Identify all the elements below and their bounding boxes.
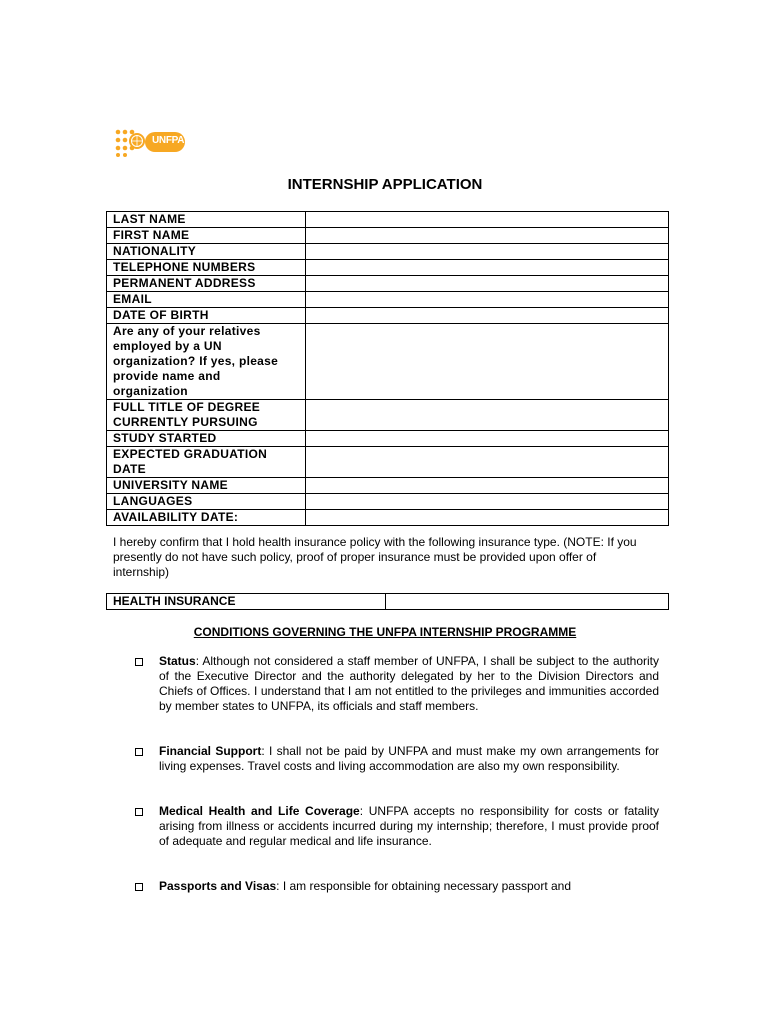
- form-row: [107, 478, 669, 494]
- form-field-value[interactable]: [306, 292, 669, 308]
- health-insurance-table: [106, 593, 669, 610]
- form-field-value[interactable]: [306, 324, 669, 400]
- form-row: [107, 276, 669, 292]
- form-field-value[interactable]: [306, 494, 669, 510]
- form-field-value[interactable]: [306, 276, 669, 292]
- condition-item: [135, 744, 660, 774]
- form-field-value[interactable]: [306, 447, 669, 478]
- conditions-title: CONDITIONS GOVERNING THE UNFPA INTERNSHIP PROGRAMME: [193, 625, 577, 639]
- application-form-table: [106, 211, 669, 526]
- condition-heading: Financial Support: [159, 744, 262, 758]
- form-row: [107, 400, 669, 431]
- form-row: [107, 494, 669, 510]
- checkbox-bullet-icon: [135, 658, 143, 666]
- page-title: INTERNSHIP APPLICATION: [287, 176, 483, 193]
- form-row: [107, 324, 669, 400]
- condition-item: [135, 804, 660, 849]
- form-field-label: LAST NAME: [107, 212, 306, 228]
- form-field-label: NATIONALITY: [107, 244, 306, 260]
- form-row: [107, 212, 669, 228]
- condition-body: : I am responsible for obtaining necessary passport and: [276, 879, 572, 893]
- form-field-label: Are any of your relatives employed by a UN organization? If yes, please provide name and organization: [107, 324, 306, 400]
- form-field-value[interactable]: [306, 510, 669, 526]
- form-field-label: FULL TITLE OF DEGREE CURRENTLY PURSUING: [107, 400, 306, 431]
- condition-heading: Medical Health and Life Coverage: [159, 804, 360, 818]
- form-field-label: UNIVERSITY NAME: [107, 478, 306, 494]
- form-row: [107, 510, 669, 526]
- form-field-value[interactable]: [306, 212, 669, 228]
- form-field-label: AVAILABILITY DATE:: [107, 510, 306, 526]
- form-field-value[interactable]: [306, 244, 669, 260]
- condition-heading: Passports and Visas: [159, 879, 277, 893]
- form-field-label: EXPECTED GRADUATION DATE: [107, 447, 306, 478]
- condition-body: : I shall not be paid by UNFPA and must make my own arrangements for living expenses. Travel costs and living accommodation are also my own responsibility.: [159, 744, 660, 773]
- form-field-label: PERMANENT ADDRESS: [107, 276, 306, 292]
- form-row: [107, 308, 669, 324]
- form-row: [107, 447, 669, 478]
- health-insurance-label: HEALTH INSURANCE: [107, 594, 386, 610]
- form-field-value[interactable]: [306, 260, 669, 276]
- form-field-label: LANGUAGES: [107, 494, 306, 510]
- condition-item: [135, 654, 660, 714]
- form-field-value[interactable]: [306, 478, 669, 494]
- form-field-label: FIRST NAME: [107, 228, 306, 244]
- form-field-value[interactable]: [306, 400, 669, 431]
- form-row: [107, 260, 669, 276]
- form-row: [107, 292, 669, 308]
- form-row: [107, 244, 669, 260]
- form-row: [107, 228, 669, 244]
- form-row: [107, 431, 669, 447]
- form-field-label: DATE OF BIRTH: [107, 308, 306, 324]
- condition-body: : UNFPA accepts no responsibility for costs or fatality arising from illness or accidents incurred during my internship; therefore, I must provide proof of adequate and regular medical and life insurance.: [159, 804, 659, 848]
- form-field-label: EMAIL: [107, 292, 306, 308]
- form-field-value[interactable]: [306, 431, 669, 447]
- condition-item: [135, 879, 660, 894]
- form-field-value[interactable]: [306, 228, 669, 244]
- insurance-confirmation-text: I hereby confirm that I hold health insurance policy with the following insurance type. (NOTE: If you presently do not have such policy, proof of proper insurance must be provided upon offer of internship): [113, 535, 637, 579]
- condition-heading: Status: [159, 654, 196, 668]
- checkbox-bullet-icon: [135, 808, 143, 816]
- checkbox-bullet-icon: [135, 883, 143, 891]
- form-field-label: TELEPHONE NUMBERS: [107, 260, 306, 276]
- health-insurance-value[interactable]: [386, 594, 669, 610]
- checkbox-bullet-icon: [135, 748, 143, 756]
- condition-body: : Although not considered a staff member of UNFPA, I shall be subject to the authority of the Executive Director and the authority delegated by her to the Division Directors and Chiefs of Offices. I understand that I am not entitled to the privileges and immunities accorded by member states to UNFPA, its officials and staff members.: [159, 654, 659, 713]
- form-field-label: STUDY STARTED: [107, 431, 306, 447]
- logo-wordmark: UNFPA: [152, 135, 185, 146]
- form-field-value[interactable]: [306, 308, 669, 324]
